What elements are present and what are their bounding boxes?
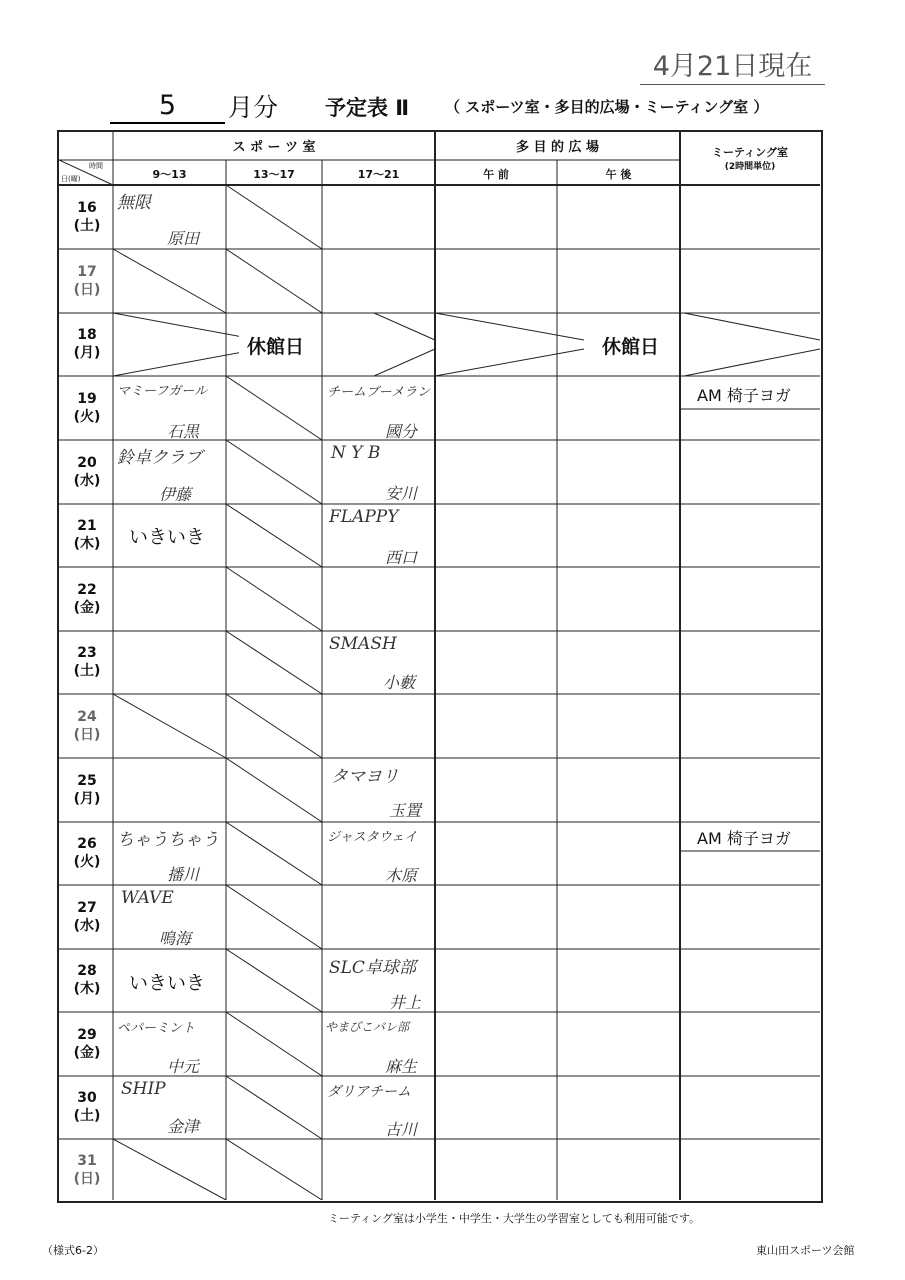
booking-26-pm-name: 木原 xyxy=(385,866,418,885)
day-25: 25 (月) xyxy=(73,773,101,807)
booking-21-pm-name: 西口 xyxy=(385,548,418,567)
booking-26-pm-group: ジャスタウェイ xyxy=(327,830,418,845)
slot-9-13-header: 9～13 xyxy=(152,168,187,181)
day-29: 29 (金) xyxy=(73,1027,101,1061)
booking-16-am-name: 原田 xyxy=(167,229,200,248)
as-of-date-stamp: 4月21日現在 xyxy=(640,50,825,85)
booking-20-pm-group: N Y B xyxy=(331,443,381,463)
booking-20-am-group: 鈴卓クラブ xyxy=(117,448,202,468)
booking-19-pm-name: 國分 xyxy=(385,422,418,441)
booking-19-am-name: 石黒 xyxy=(167,422,200,441)
day-20: 20 (水) xyxy=(73,455,101,489)
day-28: 28 (木) xyxy=(73,963,101,997)
ikiiki-21: いきいき xyxy=(129,526,206,548)
schedule-table xyxy=(57,130,823,1203)
day-24: 24 (日) xyxy=(73,709,101,743)
booking-30-pm-group: ダリアチーム xyxy=(327,1084,411,1100)
booking-27-am-group: WAVE xyxy=(121,888,174,908)
plaza-pm-header: 午 後 xyxy=(605,168,632,181)
unavailable-slot-marks xyxy=(59,132,820,1200)
slot-13-17-header: 13～17 xyxy=(253,168,295,181)
booking-29-pm-name: 麻生 xyxy=(385,1057,418,1076)
schedule-subtitle: （ スポーツ室・多目的広場・ミーティング室 ） xyxy=(445,98,769,116)
day-31: 31 (日) xyxy=(73,1153,101,1187)
time-label: 時間 xyxy=(89,162,103,170)
booking-25-pm-name: 玉置 xyxy=(389,801,422,820)
month-unit: 月分 xyxy=(228,93,279,122)
schedule-title: 予定表 Ⅱ xyxy=(325,96,410,120)
day-30: 30 (土) xyxy=(73,1090,101,1124)
booking-28-pm-group: SLC卓球部 xyxy=(329,958,416,978)
title-row xyxy=(110,88,870,128)
booking-19-am-group: マミーフガール xyxy=(117,384,207,399)
meeting-entry-19: AM 椅子ヨガ xyxy=(697,386,791,405)
meeting-room-unit-note: (2時間単位) xyxy=(724,162,776,172)
day-16: 16 (土) xyxy=(73,200,101,234)
plaza-am-header: 午 前 xyxy=(483,168,509,181)
footer-note: ミーティング室は小学生・中学生・大学生の学習室としても利用可能です。 xyxy=(328,1212,701,1225)
form-code: （様式6-2） xyxy=(42,1244,104,1257)
day-27: 27 (水) xyxy=(73,900,101,934)
day-23: 23 (土) xyxy=(73,645,101,679)
booking-19-pm-group: チームブーメラン xyxy=(327,385,430,400)
day-18: 18 (月) xyxy=(73,327,101,361)
booking-28-pm-name: 井上 xyxy=(389,993,422,1012)
booking-23-pm-name: 小藪 xyxy=(383,673,416,692)
closed-day-label-sports: 休館日 xyxy=(239,332,312,359)
booking-20-am-name: 伊藤 xyxy=(159,485,192,504)
closed-day-label-plaza: 休館日 xyxy=(594,332,667,359)
day-26: 26 (火) xyxy=(73,836,101,870)
booking-21-pm-group: FLAPPY xyxy=(329,507,399,527)
meeting-room-header: ミーティング室 xyxy=(712,146,788,159)
slot-17-21-header: 17～21 xyxy=(357,168,400,181)
booking-30-am-group: SHIP xyxy=(121,1079,166,1099)
plaza-header: 多 目 的 広 場 xyxy=(515,140,600,155)
booking-29-am-group: ペパーミント xyxy=(117,1021,196,1036)
day-19: 19 (火) xyxy=(73,391,101,425)
day-22: 22 (金) xyxy=(73,582,101,616)
day-21: 21 (木) xyxy=(73,518,101,552)
booking-30-pm-name: 古川 xyxy=(385,1120,418,1139)
ikiiki-28: いきいき xyxy=(129,972,206,994)
day-17: 17 (日) xyxy=(73,264,101,298)
sports-room-header: ス ポ ー ツ 室 xyxy=(232,140,316,155)
booking-29-am-name: 中元 xyxy=(167,1057,200,1076)
booking-20-pm-name: 安川 xyxy=(385,484,418,503)
organization-name: 東山田スポーツ会館 xyxy=(756,1244,855,1257)
booking-26-am-name: 播川 xyxy=(167,865,200,884)
month-number: 5 xyxy=(110,90,225,124)
booking-29-pm-group: やまびこバレ部 xyxy=(325,1020,410,1034)
day-label: 日(曜) xyxy=(61,175,81,183)
booking-27-am-name: 鳴海 xyxy=(159,929,192,948)
booking-30-am-name: 金津 xyxy=(167,1117,200,1136)
booking-16-am-group: 無限 xyxy=(117,193,151,213)
meeting-entry-26: AM 椅子ヨガ xyxy=(697,829,791,848)
booking-26-am-group: ちゃうちゃう xyxy=(117,830,219,850)
booking-23-pm-group: SMASH xyxy=(329,634,397,654)
booking-25-pm-group: タマヨリ xyxy=(331,767,399,787)
